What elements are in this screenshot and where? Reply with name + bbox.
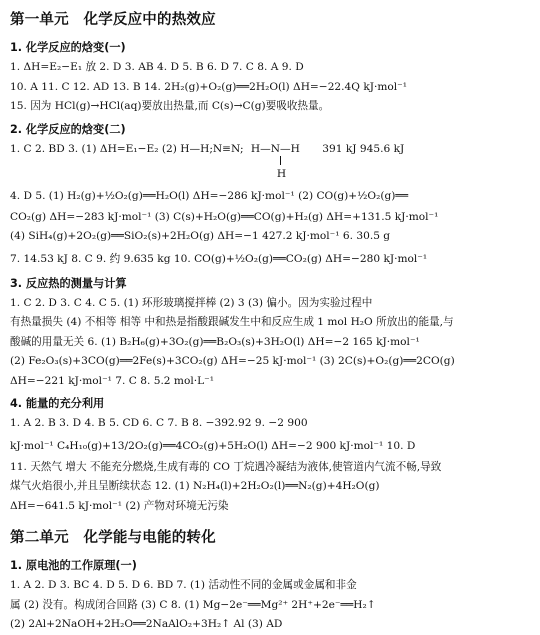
answer-line: kJ·mol⁻¹ C₄H₁₀(g)+13/2O₂(g)══4CO₂(g)+5H₂O(l) ΔH=−2 900 kJ·mol⁻¹ 10. D [10,439,416,452]
unit1-title: 第一单元 化学反应中的热效应 [10,12,216,28]
answer-line: 1. C 2. D 3. C 4. C 5. (1) 环形玻璃搅拌棒 (2) 3 (3) 偏小。因为实验过程中 [10,296,373,309]
answer-line: 11. 天然气 增大 不能充分燃烧,生成有毒的 CO 丁烷遇冷凝结为液体,使管道内气流不畅,导致 [10,460,442,473]
section-title: 2. 化学反应的焓变(二) [10,122,126,136]
answer-line: 1. ΔH=E₂−E₁ 放 2. D 3. AB 4. D 5. B 6. D 7. C 8. A 9. D [10,61,304,73]
answer-line: ΔH=−641.5 kJ·mol⁻¹ (2) 产物对环境无污染 [10,499,229,512]
answer-text: 1. C 2. BD 3. (1) ΔH=E₁−E₂ (2) H—H;N≡N; [10,142,244,155]
answer-line: ΔH=−221 kJ·mol⁻¹ 7. C 8. 5.2 mol·L⁻¹ [10,374,214,387]
answer-line: 7. 14.53 kJ 8. C 9. 约 9.635 kg 10. CO(g)+½O₂(g)══CO₂(g) ΔH=−280 kJ·mol⁻¹ [10,252,428,265]
ammonia-structure [251,140,309,180]
unit2-title: 第二单元 化学能与电能的转化 [10,530,216,546]
section-title: 1. 化学反应的焓变(一) [10,41,126,54]
answer-line: 1. A 2. D 3. BC 4. D 5. D 6. BD 7. (1) 活动性不同的金属或金属和非金 [10,579,357,591]
answer-line: 煤气火焰很小,并且呈断续状态 12. (1) N₂H₄(l)+2H₂O₂(l)══N₂(g)+4H₂O(g) [10,480,380,492]
answer-line: (2) Fe₂O₃(s)+3CO(g)══2Fe(s)+3CO₂(g) ΔH=−25 kJ·mol⁻¹ (3) 2C(s)+O₂(g)══2CO(g) [10,355,455,367]
answer-text: 391 kJ 945.6 kJ [322,142,405,155]
vertical-bond [280,156,281,165]
answer-line: 4. D 5. (1) H₂(g)+½O₂(g)══H₂O(l) ΔH=−286 kJ·mol⁻¹ (2) CO(g)+½O₂(g)══ [10,189,409,202]
answer-line-structure [10,140,532,184]
answer-line: 10. A 11. C 12. AD 13. B 14. 2H₂(g)+O₂(g)══2H₂O(l) ΔH=−22.4Q kJ·mol⁻¹ [10,80,408,93]
section-title: 1. 原电池的工作原理(一) [10,559,137,572]
answer-line: 酸碱的用量无关 6. (1) B₂H₆(g)+3O₂(g)══B₂O₃(s)+3H₂O(l) ΔH=−2 165 kJ·mol⁻¹ [10,335,420,348]
answer-line: 有热量损失 (4) 不相等 相等 中和热是指酸跟碱发生中和反应生成 1 mol H₂O 所放出的能量,与 [10,316,454,328]
answer-line: (2) 2Al+2NaOH+2H₂O══2NaAlO₂+3H₂↑ Al (3) AD [10,618,283,630]
answer-line: (4) SiH₄(g)+2O₂(g)══SiO₂(s)+2H₂O(g) ΔH=−1 427.2 kJ·mol⁻¹ 6. 30.5 g [10,230,391,242]
answer-line: 15. 因为 HCl(g)→HCl(aq)要放出热量,而 C(s)→C(g)要吸收热量。 [10,100,330,112]
answer-line: 属 (2) 没有。构成闭合回路 (3) C 8. (1) Mg−2e⁻══Mg²⁺ 2H⁺+2e⁻══H₂↑ [10,598,376,611]
section-title: 3. 反应热的测量与计算 [10,276,127,290]
structure-top: H—N—H [250,142,300,155]
section-title: 4. 能量的充分利用 [10,397,105,410]
answer-line: 1. A 2. B 3. D 4. B 5. CD 6. C 7. B 8. −392.92 9. −2 900 [10,417,308,429]
structure-bottom: H [276,167,287,180]
answer-line: CO₂(g) ΔH=−283 kJ·mol⁻¹ (3) C(s)+H₂O(g)══CO(g)+H₂(g) ΔH=+131.5 kJ·mol⁻¹ [10,210,439,223]
